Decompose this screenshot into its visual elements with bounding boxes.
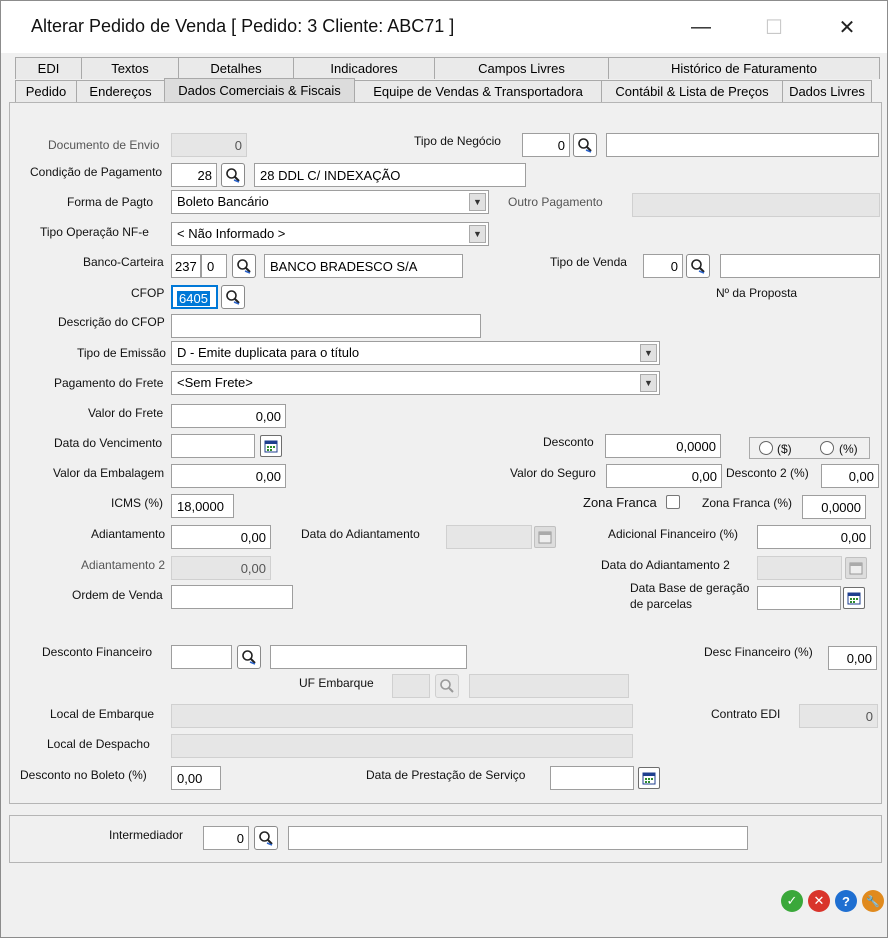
tipo-negocio-label: Tipo de Negócio [414, 134, 501, 148]
banco-search-button[interactable] [232, 254, 256, 278]
adicional-financeiro-label: Adicional Financeiro (%) [608, 527, 739, 541]
tipo-operacao-value: < Não Informado > [177, 226, 286, 241]
valor-embalagem-field[interactable]: 0,00 [171, 464, 286, 488]
magnifier-icon [241, 649, 257, 665]
descricao-cfop-label: Descrição do CFOP [58, 315, 165, 329]
icms-label: ICMS (%) [111, 496, 163, 510]
tab-detalhes[interactable]: Detalhes [178, 57, 294, 79]
uf-embarque-desc [469, 674, 629, 698]
desconto2-field[interactable]: 0,00 [821, 464, 879, 488]
data-vencimento-field[interactable] [171, 434, 255, 458]
descricao-cfop-field[interactable] [171, 314, 481, 338]
magnifier-icon [225, 289, 241, 305]
magnifier-icon [258, 830, 274, 846]
magnifier-icon [439, 678, 455, 694]
documento-envio-label: Documento de Envio [48, 138, 160, 152]
num-proposta-label: Nº da Proposta [716, 286, 798, 300]
chevron-down-icon[interactable]: ▼ [469, 225, 486, 243]
intermediador-code[interactable]: 0 [203, 826, 249, 850]
chevron-down-icon[interactable]: ▼ [640, 374, 657, 392]
magnifier-icon [577, 137, 593, 153]
data-vencimento-label: Data do Vencimento [54, 436, 163, 450]
desconto-boleto-field[interactable]: 0,00 [171, 766, 221, 790]
desconto-boleto-label: Desconto no Boleto (%) [20, 768, 147, 782]
condicao-pagamento-search-button[interactable] [221, 163, 245, 187]
adicional-financeiro-field[interactable]: 0,00 [757, 525, 871, 549]
title-bar [1, 1, 887, 53]
tipo-negocio-search-button[interactable] [573, 133, 597, 157]
calendar-icon[interactable] [638, 767, 660, 789]
desconto-radio-valor-label: ($) [777, 442, 792, 456]
cfop-search-button[interactable] [221, 285, 245, 309]
tipo-operacao-select[interactable] [171, 222, 489, 246]
tab-textos[interactable]: Textos [81, 57, 179, 79]
adiantamento-field[interactable]: 0,00 [171, 525, 271, 549]
data-adiantamento2-field [757, 556, 842, 580]
outro-pagamento-field [632, 193, 880, 217]
condicao-pagamento-code[interactable]: 28 [171, 163, 217, 187]
local-despacho-label: Local de Despacho [47, 737, 150, 751]
tabs-row-bottom [15, 80, 871, 102]
banco-desc[interactable]: BANCO BRADESCO S/A [264, 254, 463, 278]
desconto-type-group [749, 437, 870, 459]
condicao-pagamento-label: Condição de Pagamento [30, 165, 163, 179]
forma-pagto-value: Boleto Bancário [177, 194, 269, 209]
zona-franca-label: Zona Franca [583, 495, 657, 510]
cfop-value: 6405 [179, 291, 208, 306]
data-adiantamento2-label: Data do Adiantamento 2 [601, 558, 730, 572]
adiantamento2-field: 0,00 [171, 556, 271, 580]
desconto2-label: Desconto 2 (%) [726, 466, 809, 480]
ordem-venda-field[interactable] [171, 585, 293, 609]
tipo-negocio-desc[interactable] [606, 133, 879, 157]
data-prestacao-field[interactable] [550, 766, 634, 790]
pagamento-frete-select[interactable] [171, 371, 660, 395]
tipo-emissao-value: D - Emite duplicata para o título [177, 345, 360, 360]
window-title: Alterar Pedido de Venda [ Pedido: 3 Cliente: ABC71 ] [31, 16, 455, 36]
valor-seguro-field[interactable]: 0,00 [606, 464, 722, 488]
tipo-venda-code[interactable]: 0 [643, 254, 683, 278]
desconto-financeiro-label: Desconto Financeiro [42, 645, 153, 659]
chevron-down-icon[interactable]: ▼ [640, 344, 657, 362]
calendar-icon[interactable] [260, 435, 282, 457]
pagamento-frete-label: Pagamento do Frete [54, 376, 164, 390]
adiantamento2-label: Adiantamento 2 [81, 558, 166, 572]
uf-embarque-search-button [435, 674, 459, 698]
banco-code[interactable]: 237 [171, 254, 201, 278]
zona-franca-pct-field[interactable]: 0,0000 [802, 495, 866, 519]
tab-contabil-lista-precos[interactable]: Contábil & Lista de Preços [601, 80, 783, 102]
tipo-venda-label: Tipo de Venda [550, 255, 627, 269]
data-base-field[interactable] [757, 586, 841, 610]
data-base-label-line2: de parcelas [630, 597, 693, 611]
magnifier-icon [225, 167, 241, 183]
desc-financeiro-pct-field[interactable]: 0,00 [828, 646, 877, 670]
icms-field[interactable]: 18,0000 [171, 494, 234, 518]
condicao-pagamento-desc[interactable]: 28 DDL C/ INDEXAÇÃO [254, 163, 526, 187]
adiantamento-label: Adiantamento [91, 527, 166, 541]
intermediador-search-button[interactable] [254, 826, 278, 850]
data-base-label-line1: Data Base de geração [630, 581, 750, 595]
magnifier-icon [690, 258, 706, 274]
help-button[interactable]: ? [835, 890, 857, 912]
local-embarque-field [171, 704, 633, 728]
cancel-button[interactable]: ✕ [808, 890, 830, 912]
data-prestacao-label: Data de Prestação de Serviço [366, 768, 526, 782]
zona-franca-checkbox[interactable] [666, 495, 680, 509]
contrato-edi-field: 0 [799, 704, 878, 728]
intermediador-desc[interactable] [288, 826, 748, 850]
contrato-edi-label: Contrato EDI [711, 707, 781, 721]
desconto-field[interactable]: 0,0000 [605, 434, 721, 458]
uf-embarque-label: UF Embarque [299, 676, 374, 690]
forma-pagto-label: Forma de Pagto [67, 195, 154, 209]
desconto-label: Desconto [543, 435, 594, 449]
cfop-label: CFOP [131, 286, 165, 300]
magnifier-icon [236, 258, 252, 274]
valor-frete-field[interactable]: 0,00 [171, 404, 286, 428]
forma-pagto-select[interactable] [171, 190, 489, 214]
maximize-button[interactable]: ☐ [765, 16, 783, 39]
tab-pedido[interactable]: Pedido [15, 80, 77, 102]
desconto-radio-percent-label: (%) [839, 442, 858, 456]
tipo-emissao-select[interactable] [171, 341, 660, 365]
tab-edi[interactable]: EDI [15, 57, 82, 79]
banco-carteira-label: Banco-Carteira [83, 255, 164, 269]
calendar-icon [534, 526, 556, 548]
data-adiantamento-field [446, 525, 532, 549]
close-button[interactable]: ✕ [838, 16, 856, 39]
data-adiantamento-label: Data do Adiantamento [301, 527, 420, 541]
tab-indicadores[interactable]: Indicadores [293, 57, 435, 79]
desconto-radio-percent[interactable] [820, 441, 834, 455]
valor-seguro-label: Valor do Seguro [510, 466, 596, 480]
tab-dados-comerciais-fiscais[interactable]: Dados Comerciais & Fiscais [164, 78, 355, 102]
tipo-venda-search-button[interactable] [686, 254, 710, 278]
chevron-down-icon[interactable]: ▼ [469, 193, 486, 211]
desconto-financeiro-desc[interactable] [270, 645, 467, 669]
uf-embarque-code [392, 674, 430, 698]
desconto-financeiro-search-button[interactable] [237, 645, 261, 669]
zona-franca-pct-label: Zona Franca (%) [702, 496, 793, 510]
tab-enderecos[interactable]: Endereços [76, 80, 165, 102]
calendar-icon[interactable] [843, 587, 865, 609]
ok-button[interactable]: ✓ [781, 890, 803, 912]
tab-historico-faturamento[interactable]: Histórico de Faturamento [608, 57, 880, 79]
tab-campos-livres[interactable]: Campos Livres [434, 57, 609, 79]
tools-button[interactable]: 🔧 [862, 890, 884, 912]
documento-envio-field: 0 [171, 133, 247, 157]
cfop-field[interactable] [171, 285, 218, 309]
tabs-row-top [15, 57, 879, 79]
tipo-venda-desc[interactable] [720, 254, 880, 278]
minimize-button[interactable]: — [691, 15, 711, 38]
local-embarque-label: Local de Embarque [50, 707, 155, 721]
outro-pagamento-label: Outro Pagamento [508, 195, 603, 209]
desc-financeiro-pct-label: Desc Financeiro (%) [704, 645, 813, 659]
desconto-financeiro-code[interactable] [171, 645, 232, 669]
carteira-code[interactable]: 0 [201, 254, 227, 278]
pagamento-frete-value: <Sem Frete> [177, 375, 253, 390]
valor-frete-label: Valor do Frete [88, 406, 164, 420]
desconto-radio-valor[interactable] [759, 441, 773, 455]
tab-dados-livres[interactable]: Dados Livres [782, 80, 872, 102]
calendar-icon [845, 557, 867, 579]
valor-embalagem-label: Valor da Embalagem [53, 466, 165, 480]
intermediador-label: Intermediador [109, 828, 184, 842]
tipo-negocio-code[interactable]: 0 [522, 133, 570, 157]
tipo-emissao-label: Tipo de Emissão [77, 346, 166, 360]
tipo-operacao-label: Tipo Operação NF-e [40, 225, 149, 239]
local-despacho-field [171, 734, 633, 758]
tab-equipe-vendas-transportadora[interactable]: Equipe de Vendas & Transportadora [354, 80, 602, 102]
ordem-venda-label: Ordem de Venda [72, 588, 163, 602]
